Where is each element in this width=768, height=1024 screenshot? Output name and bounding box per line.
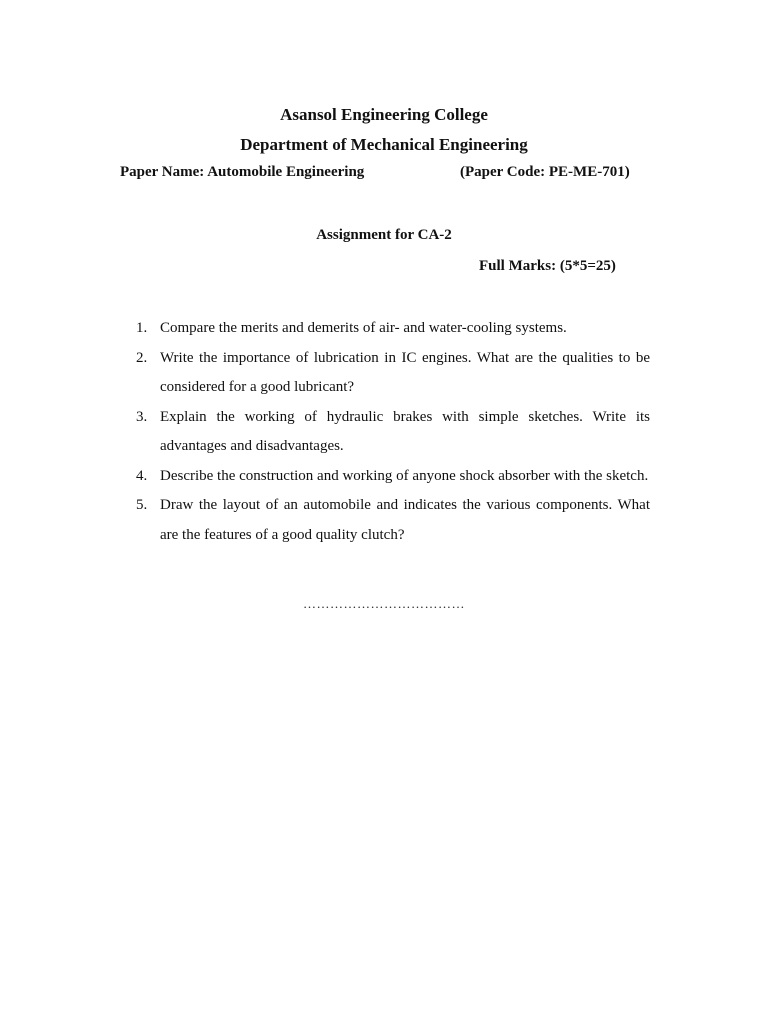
question-text: Compare the merits and demerits of air- and water-cooling systems. [160, 320, 567, 336]
question-number: 4. [136, 467, 148, 484]
question-item [136, 491, 650, 550]
department-name: Department of Mechanical Engineering [240, 135, 528, 154]
question-item [136, 314, 650, 344]
question-text: Describe the construction and working of anyone shock absorber with the sketch. [160, 467, 649, 484]
question-number: 2. [136, 349, 148, 366]
college-name: Asansol Engineering College [280, 105, 488, 124]
question-text: Write the importance of lubrication in IC engines. What are the qualities to be considered for a good lubricant? [160, 349, 650, 395]
question-text: Explain the working of hydraulic brakes with simple sketches. Write its advantages and disadvantages. [160, 408, 650, 454]
paper-code: (Paper Code: PE-ME-701) [460, 164, 630, 180]
question-item [136, 403, 650, 462]
question-number: 5. [136, 497, 148, 513]
question-item [136, 344, 650, 403]
question-item [136, 462, 650, 492]
question-number: 3. [136, 408, 148, 425]
paper-name: Paper Name: Automobile Engineering [120, 164, 365, 180]
end-dotted-line: ……………………………… [303, 596, 465, 611]
question-list [136, 314, 650, 550]
assignment-title: Assignment for CA-2 [316, 227, 452, 243]
question-text: Draw the layout of an automobile and indicates the various components. What are the features of a good quality clutch? [160, 497, 650, 543]
question-number: 1. [136, 320, 148, 336]
full-marks: Full Marks: (5*5=25) [479, 258, 616, 274]
